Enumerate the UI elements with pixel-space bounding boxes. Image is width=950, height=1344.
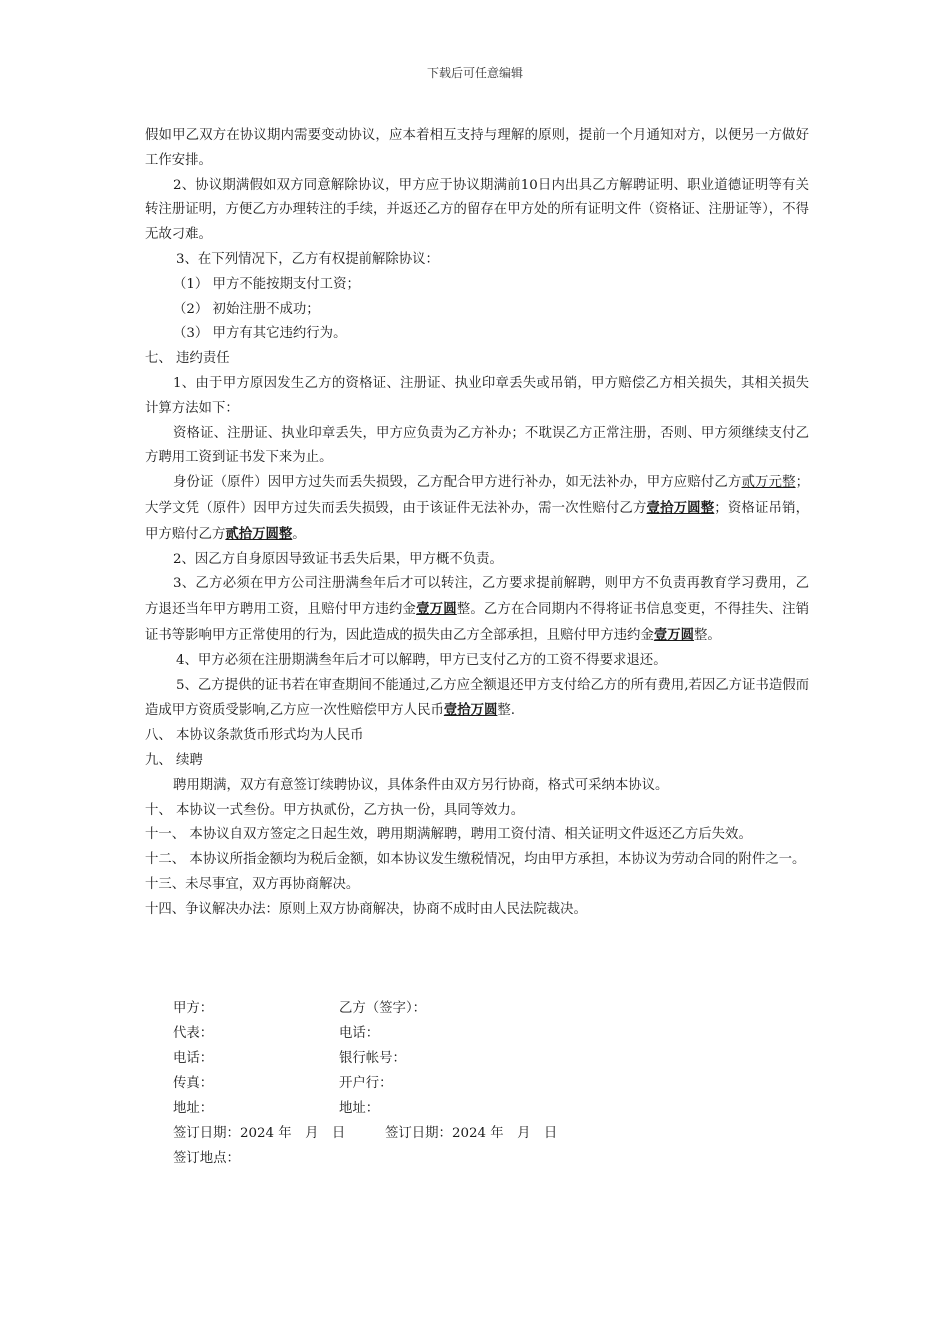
phone-label: 电话： [173, 1051, 214, 1066]
clause-text: 整. [497, 703, 516, 719]
list-item: （3） 甲方有其它违约行为。 [173, 326, 347, 342]
party-b-label: 乙方（签字）： [339, 1001, 427, 1016]
amount-text: 贰万元整 [741, 475, 796, 491]
clause-text: ；资格证吊销，甲方赔付乙方 [145, 500, 810, 542]
signing-place-label: 签订地点： [173, 1151, 240, 1166]
clause-text: 。 [292, 526, 306, 542]
address-label: 地址： [339, 1101, 380, 1116]
section-title: 十三、未尽事宜，双方再协商解决。 [145, 876, 360, 892]
representative-label: 代表： [173, 1026, 214, 1041]
signature-row [173, 1071, 557, 1096]
signature-block [173, 996, 557, 1171]
clause-paragraph [145, 674, 809, 725]
clause-paragraph: 2、因乙方自身原因导致证书丢失后果，甲方概不负责。 [173, 551, 503, 567]
list-item: （2） 初始注册不成功； [173, 301, 320, 317]
amount-text: 壹拾万圆 [443, 702, 498, 719]
clause-text: 整。乙方在合同期内不得将证书信息变更，不得挂失、注销证书等影响甲方正常使用的行为，因此造成的损失由乙方全部承担，且赔付甲方违约金 [145, 602, 810, 643]
party-a-label: 甲方： [173, 1001, 214, 1016]
clause-paragraph: 假如甲乙双方在协议期内需要变动协议，应本着相互支持与理解的原则，提前一个月通知对方，以便另一方做好工作安排。 [145, 128, 809, 168]
clause-paragraph: 聘用期满，双方有意签订续聘协议，具体条件由双方另行协商，格式可采纳本协议。 [173, 777, 669, 793]
section-title: 十、 本协议一式叁份。甲方执贰份，乙方执一份，具同等效力。 [145, 802, 525, 818]
signature-row [173, 1046, 557, 1071]
clause-text: 3、乙方必须在甲方公司注册满叁年后才可以转注，乙方要求提前解聘，则甲方不负责再教育学习费用，乙方退还当年甲方聘用工资，且赔付甲方违约金 [145, 576, 809, 618]
signing-place-row [173, 1146, 557, 1171]
clause-paragraph: 4、甲方必须在注册期满叁年后才可以解聘，甲方已支付乙方的工资不得要求退还。 [176, 652, 667, 668]
clause-paragraph: 3、在下列情况下，乙方有权提前解除协议： [176, 251, 439, 267]
fax-label: 传真： [173, 1076, 214, 1091]
clause-text: 5、乙方提供的证书若在审查期间不能通过,乙方应全额退还甲方支付给乙方的所有费用,若因乙方证书造假而造成甲方资质受影响,乙方应一次性赔偿甲方人民币 [145, 677, 809, 719]
section-title: 十二、 本协议所指金额均为税后金额，如本协议发生缴税情况，均由甲方承担，本协议为劳动合同的附件之一。 [145, 852, 806, 868]
clause-paragraph: 资格证、注册证、执业印章丢失，甲方应负责为乙方补办；不耽误乙方正常注册，否则、甲方须继续支付乙方聘用工资到证书发下来为止。 [145, 425, 809, 466]
clause-text: 整。 [694, 627, 721, 643]
clause-paragraph [145, 471, 809, 547]
clause-text: 身份证（原件）因甲方过失而丢失损毁，乙方配合甲方进行补办，如无法补办，甲方应赔付乙方 [173, 475, 742, 491]
amount-text: 壹万圆 [653, 626, 695, 643]
amount-text: 壹拾万圆整 [646, 499, 715, 516]
clause-paragraph [145, 572, 809, 648]
signing-date-a: 签订日期：2024 年 月 日 [173, 1126, 346, 1141]
signing-date-b: 签订日期：2024 年 月 日 [385, 1126, 558, 1141]
address-label: 地址： [173, 1101, 214, 1116]
page-header: 下载后可任意编辑 [426, 66, 523, 80]
signature-row [173, 996, 557, 1021]
amount-text: 贰拾万圆整 [225, 525, 293, 542]
clause-text: ；大学文凭（原件）因甲方过失而丢失损毁，由于该证件无法补办，需一次性赔付乙方 [145, 475, 809, 516]
contract-body [145, 124, 809, 923]
signing-date-row [173, 1121, 557, 1146]
section-title: 十一、 本协议自双方签定之日起生效，聘用期满解聘，聘用工资付清、相关证明文件返还乙方后失效。 [145, 827, 752, 843]
section-title: 七、 违约责任 [145, 351, 230, 367]
section-title: 八、 本协议条款货币形式均为人民币 [145, 728, 364, 744]
signature-row [173, 1096, 557, 1121]
bank-label: 开户行： [339, 1076, 393, 1091]
bank-account-label: 银行帐号： [339, 1051, 406, 1066]
list-item: （1） 甲方不能按期支付工资； [173, 276, 360, 292]
section-title: 九、 续聘 [145, 752, 203, 768]
clause-paragraph: 1、由于甲方原因发生乙方的资格证、注册证、执业印章丢失或吊销，甲方赔偿乙方相关损失，其相关损失计算方法如下： [145, 375, 809, 416]
phone-label: 电话： [339, 1026, 380, 1041]
amount-text: 壹万圆 [416, 601, 457, 618]
section-title: 十四、争议解决办法：原则上双方协商解决，协商不成时由人民法院裁决。 [145, 901, 587, 917]
clause-paragraph: 2、协议期满假如双方同意解除协议，甲方应于协议期满前10日内出具乙方解聘证明、职业道德证明等有关转注册证明，方便乙方办理转注的手续，并返还乙方的留存在甲方处的所有证明文件（资格证、注册证等），不得无故刁难。 [145, 177, 809, 243]
signature-row [173, 1021, 557, 1046]
